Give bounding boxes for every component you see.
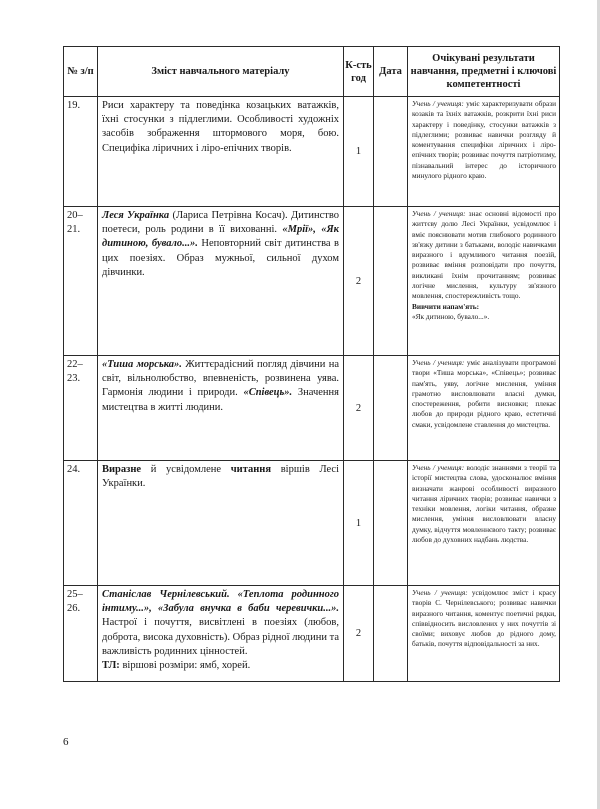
memorize-text: «Як дитиною, бувало...». <box>412 311 490 321</box>
content-run: Станіслав Чернілевський. <box>102 589 230 600</box>
content-run: Риси характеру та поведінка козацьких ватажків, їхні стосунки з підлеглими. Особливості художніх засобів зображення штормового моря, бою. Специфіка ліричних і ліро-епічних творів. <box>102 100 339 154</box>
row-results <box>408 356 560 461</box>
page-number: 6 <box>63 736 69 748</box>
memorize-block <box>412 302 556 323</box>
table-row <box>64 356 560 461</box>
row-hours: 1 <box>344 461 374 586</box>
header-results: Очікувані результати навчання, предметні і ключові компетентності <box>408 47 560 97</box>
header-content: Зміст навчального матеріалу <box>98 47 344 97</box>
theory-label: ТЛ: <box>102 660 120 672</box>
row-hours: 1 <box>344 97 374 207</box>
table-row <box>64 207 560 356</box>
content-run: «Мрії», «Як дитиною, бувало...». <box>102 224 340 250</box>
results-student-label: Учень / учениця: <box>412 588 468 597</box>
row-content <box>98 461 344 586</box>
results-text: уміє аналізувати програмові твори «Тиша морська», «Співець»; розвиває пам'ять, уяву, логічне мислення, уміння грамотно висловлювати власні думки, спостереження, робити висновки; плекає любов до природи рідного краю, естетичні смаки, усвідомлене ставлення до мистецтва. <box>412 358 556 429</box>
results-student-label: Учень / учениця: <box>412 209 466 218</box>
row-date <box>374 586 408 682</box>
content-run <box>230 589 238 600</box>
row-results <box>408 461 560 586</box>
row-hours: 2 <box>344 356 374 461</box>
content-run: «Тиша морська». <box>102 359 182 370</box>
content-run: Леся Українка <box>102 210 170 221</box>
row-results <box>408 97 560 207</box>
row-content-text <box>102 589 339 657</box>
theory-text: віршові розміри: ямб, хорей. <box>119 660 251 672</box>
row-number: 22–23. <box>64 356 98 461</box>
results-text: володіє знаннями з теорії та історії мистецтва слова, удосконалює вміння визначати жанрові особливості виразного читання ліричних творів; розвиває навички з техніки мовлення, логіки читання, образне мислення, уміння висловлювати власну думку, відчуття мовленнєвого такту; розвиває любов до духовних надбань людства. <box>412 463 556 545</box>
content-run: Виразне <box>102 464 142 475</box>
content-run: віршів Лесі Українки. <box>102 464 339 490</box>
row-hours: 2 <box>344 586 374 682</box>
memorize-title: Вивчити напам'ять: <box>412 301 480 311</box>
content-run: (Лариса Петрівна Косач). Дитинство поетеси, роль родини в її вихованні. <box>102 210 339 236</box>
table-row <box>64 461 560 586</box>
content-run: Значення мистецтва в житті людини. <box>102 387 339 413</box>
results-student-label: Учень / учениця: <box>412 358 465 367</box>
row-date <box>374 207 408 356</box>
row-content <box>98 207 344 356</box>
results-student-label: Учень / учениця: <box>412 99 464 108</box>
row-date <box>374 97 408 207</box>
table-header-row <box>64 47 560 97</box>
header-date: Дата <box>374 47 408 97</box>
row-hours: 2 <box>344 207 374 356</box>
content-run: Настрої і почуття, висвітлені в поезіях (любов, доброта, висока духовність). Образ рідної людини та важливість родинних цінностей. <box>102 617 339 657</box>
results-text: усвідомлює зміст і красу творів С. Чернілевського; розвиває навички виразного читання, коментує поетичні рядки, співвідносить висловлених у них почуттів зі своїми; виховує любов до рідного дому, батьків, почуття відповідальності за них. <box>412 588 556 649</box>
header-hours: К-сть год <box>344 47 374 97</box>
row-number: 24. <box>64 461 98 586</box>
theory-note <box>102 659 339 673</box>
row-number: 25–26. <box>64 586 98 682</box>
row-content <box>98 97 344 207</box>
table-row <box>64 586 560 682</box>
results-student-label: Учень / учениця: <box>412 463 465 472</box>
row-content <box>98 586 344 682</box>
row-results <box>408 207 560 356</box>
content-run: читання <box>230 464 272 475</box>
row-date <box>374 356 408 461</box>
content-run: й усвідомлене <box>141 464 231 475</box>
content-run: «Співець». <box>243 387 293 399</box>
row-number: 19. <box>64 97 98 207</box>
results-text: уміє характеризувати образи козаків та їхніх ватажків, розкрити їхні риси характеру і поведінку, стосунки ватажків з підлеглими; розвиває навички розгляду й коментування специфіки ліричних і ліро-епічних творів; розвиває почуття патріотизму, пізнавальний інтерес до історичного минулого рідного краю. <box>412 99 557 181</box>
row-content <box>98 356 344 461</box>
curriculum-table <box>63 46 560 682</box>
header-num: № з/п <box>64 47 98 97</box>
content-run: Неповторний світ дитинства в цих поезіях. Образ мужньої, сильної духом дівчинки. <box>102 238 339 278</box>
row-date <box>374 461 408 586</box>
row-number: 20–21. <box>64 207 98 356</box>
content-run: Життєрадісний погляд дівчини на світ, вільнолюбство, впевненість, розвинена уява. Гармонія людини і природи. <box>102 359 339 399</box>
row-results <box>408 586 560 682</box>
results-text: знає основні відомості про життєву долю Лесі Українки, усвідомлює і вміє пояснювати мотив глибокого родинного зв'язку дитини з батьками, володіє навичками виразного і вдумливого читання поезій, розвиває вміння розповідати про почуття, викликані їхнім прочитанням; розвиває логічне мислення, культуру зв'язного мовлення, спостережливість тощо. <box>412 209 556 301</box>
table-row <box>64 97 560 207</box>
content-run: «Теплота родинного інтиму...», «Забула внучка в баби черевички...». <box>102 589 339 615</box>
